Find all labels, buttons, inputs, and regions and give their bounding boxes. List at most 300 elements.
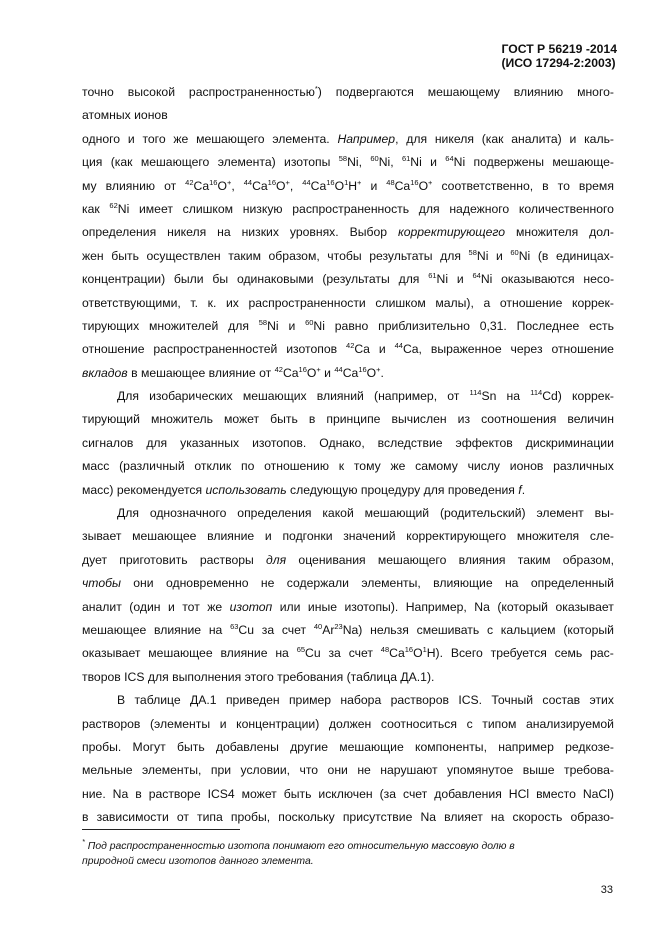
word: (за [379,786,397,801]
word: указанных [180,435,240,450]
text-line [82,245,614,268]
word: типом [482,716,517,731]
word: требуется [490,646,547,661]
word: иные [307,599,337,614]
word: дует [82,552,108,567]
word: соотноситься [380,716,457,731]
word: счет [281,622,307,637]
word: Например, [405,599,467,614]
word: сигналов [82,435,134,450]
word: ответствующими, [82,295,181,310]
word: $^{64}$Ni [445,154,466,170]
text-line [82,268,614,291]
word: одинаковыми [236,272,314,287]
word: величин [567,412,614,427]
word: на [490,810,505,825]
word: $^{64}$Ni [472,271,493,287]
word: ние. [82,786,106,801]
word: время [578,178,614,193]
word: высокой [127,85,176,99]
word: осуществлен [146,248,221,263]
footnote [82,839,614,869]
word: нарушают [380,763,438,778]
text-line [82,525,614,548]
text-line [82,338,614,361]
word: быть [283,786,312,801]
word: от [259,365,272,380]
word: множителя [516,529,580,544]
word: есть [589,318,614,333]
word: на [275,646,289,661]
text-line [82,806,614,829]
text-line [82,292,614,315]
word: и [370,178,378,193]
word: требова- [564,763,614,778]
text-line [82,596,614,619]
word: исключен [318,786,373,801]
word: каль- [584,131,614,146]
word: для [406,131,428,146]
word: пример [288,693,332,708]
word: в [542,178,549,193]
word: элемент [536,506,584,521]
word: $^{42}$Ca [346,341,370,357]
word: ICS4 [207,786,235,801]
word: дол- [589,225,614,240]
word: $^{61}$Ni [428,271,449,287]
word: от [447,389,460,404]
word: влиянию [513,85,564,99]
text-line [82,783,614,806]
word: точно [82,85,114,99]
word: зависимости [96,810,169,825]
word: соотношения [481,412,557,427]
word: Последнее [516,318,580,333]
word: корректирующего [406,529,507,544]
word: творов [82,669,121,684]
word: (как [110,155,133,170]
word: же [390,459,406,474]
word: по [240,459,255,474]
text-line [82,502,614,525]
word: Для [117,389,139,404]
text-line [82,689,614,712]
word: ICS. [458,693,483,708]
word: $^{60}$Ni, [370,154,394,170]
word: несо- [583,272,614,287]
word: состав [542,693,581,708]
word: смешивать [416,622,480,637]
word: мешающее [148,646,213,661]
footnote-divider [82,829,240,830]
word: концентрации) [82,272,166,287]
word: множитель [150,412,213,427]
word: что [299,763,319,778]
word: их [225,295,239,310]
word: 0,31. [479,318,507,333]
word: для [266,552,287,567]
word: влиянию [105,178,156,193]
word: элемента) [217,155,276,170]
word: $^{44}$Ca, [394,341,422,357]
word: для [398,272,420,287]
word: ДА.1 [190,693,217,708]
word: к [338,459,345,474]
word: определения [237,506,312,521]
text-line [82,572,614,595]
word: и [167,599,175,614]
word: и [569,131,577,146]
word: отношение [499,295,563,310]
word: добавления [434,786,502,801]
word: через [510,342,543,357]
word: самому [415,459,458,474]
word: концентрации) [236,716,320,731]
word: значений [343,529,396,544]
word: отношению [264,459,329,474]
word: ионов [509,459,544,474]
word: оказывает [82,646,141,661]
text-line [82,549,614,572]
word: для [228,318,249,333]
word: $^{44}$Ca$^{16}$O+. [334,364,384,380]
word: мешающее [82,622,147,637]
word: процедуру [360,482,421,497]
word: влияние [207,529,255,544]
word: слишком [182,201,234,216]
word: этого [244,669,274,684]
text-line [82,759,614,782]
word: определения [82,225,157,240]
word: элемента. [272,131,330,146]
word: быть [270,412,298,427]
word: $^{42}$Ca$^{16}$O+, [185,177,235,193]
word: ICS [124,669,145,684]
word: таким [517,552,551,567]
word: же [173,131,189,146]
word: много- [577,85,614,99]
word: (элементы [149,716,211,731]
word: на [217,225,231,240]
word: $^{63}$Cu [230,621,254,637]
word: какой [322,506,354,521]
word: (таблица [346,669,397,684]
word: мешающее [140,365,206,380]
word: мешающего [140,155,210,170]
text-line [82,104,614,127]
word: может [241,786,277,801]
word: с [486,622,494,637]
word: мешающего [377,552,447,567]
word: тирующий [82,412,140,427]
text-line [82,151,614,174]
word: изотопов. [252,435,307,450]
word: множителей [149,318,219,333]
word: быть [111,248,139,263]
word: (в [537,248,549,263]
word: жен [82,248,104,263]
word: выполнения [172,669,242,684]
word: $^{40}$Ar$^{23}$Na) [313,621,363,637]
word: были [173,272,204,287]
word: $^{60}$Ni [510,247,531,263]
word: f. [518,482,526,497]
word: коррек- [571,295,614,310]
text-line [82,455,614,478]
word: влияния [458,552,506,567]
word: Na [112,786,129,801]
word: определенный [530,576,614,591]
word: приготовить [119,552,188,567]
word: масс) [82,482,114,497]
footnote-line: природной смеси изотопов данного элемента. [82,856,314,867]
word: элементы, [361,576,421,591]
word: изотопы [284,155,331,170]
word: т. [190,295,199,310]
word: за [328,646,341,661]
word: содержали [286,576,349,591]
word: низких [241,225,279,240]
word: чтобы [82,576,121,591]
word: влияние [154,622,202,637]
word: $^{65}$Cu [296,645,321,661]
word: мешающего [196,131,265,146]
word: быть [177,739,205,754]
word: $^{58}$Ni [468,247,489,263]
footnote-line: * Под распространенностью изотопа понимают его относительную массовую долю в [82,837,515,852]
word: распространенность [292,201,410,216]
word: $^{60}$Ni [305,317,325,333]
text-line [82,432,614,455]
word: слишком [375,295,426,310]
word: образом, [562,552,614,567]
text-line [82,315,614,338]
word: набора [340,693,382,708]
word: $^{42}$Ca$^{16}$O+ [274,364,321,380]
word: оказываются [501,272,575,287]
word: HCl [508,786,530,801]
word: в [308,412,316,427]
word: Na [474,599,490,614]
word: присутствие [342,810,413,825]
word: и [127,131,135,146]
word: счет [348,646,373,661]
word: никеля [434,131,474,146]
word: приблизительно [378,318,470,333]
word: влияние [208,365,256,380]
word: $^{44}Ca^{16}O^1H^+$ [302,177,362,193]
word: выраженное [430,342,502,357]
text-line [82,198,614,221]
word: отношение [82,342,145,357]
word: влияет [444,810,483,825]
word: ДА.1). [400,669,435,684]
word: следующую [290,482,358,497]
word: таким [228,248,261,263]
word: отношение [551,342,614,357]
word: тирующих [82,318,140,333]
body-text [82,81,614,830]
word: для [423,482,445,497]
word: $^{62}$Ni [109,200,130,216]
text-line [82,175,614,198]
word: $^{48}$Ca$^{16}$O+ [386,177,433,193]
word: пробы. [82,739,122,754]
word: подгонки [282,529,333,544]
word: скорость [512,810,563,825]
word: распространенностей [153,342,278,357]
word: Выбор [349,225,388,240]
word: (один [129,599,161,614]
word: от [164,178,177,193]
word: может [223,412,260,427]
word: атомных [82,108,131,123]
word: счет [402,786,428,801]
word: изотоп [229,599,273,614]
word: $^{61}$Ni [401,154,422,170]
word: растворов [390,693,449,708]
word: распространенности [248,295,366,310]
word: или [279,599,301,614]
word: оказывает [555,599,614,614]
word: эффектов [455,435,513,450]
word: масс [82,459,110,474]
word: оценивания [298,552,366,567]
word: и [430,155,437,170]
word: растворе [148,786,201,801]
word: коррек- [571,389,614,404]
word: вместо [536,786,576,801]
word: (который [497,599,548,614]
word: а [483,295,491,310]
word: нельзя [370,622,409,637]
word: для [440,248,461,263]
word: проведения [447,482,515,497]
word: (различный [119,459,185,474]
word: например [498,739,554,754]
word: вкладов [82,365,128,380]
word: на [208,622,223,637]
word: Всего [450,646,483,661]
word: (родительский) [439,506,526,521]
word: изобарических [149,389,233,404]
word: мешающих [242,389,307,404]
word: растворов [82,716,141,731]
word: при [210,763,232,778]
word: того [142,131,166,146]
word: элементы, [141,763,202,778]
word: упомянутое [447,763,514,778]
word: то [557,178,570,193]
text-line [82,128,614,151]
word: NaCl) [582,786,614,801]
word: никеля [167,225,207,240]
word: для [418,201,440,216]
word: $^{58}$Ni [258,317,279,333]
word: и [324,365,331,380]
word: в [82,810,89,825]
word: дискриминации [525,435,614,450]
word: мельные [82,763,133,778]
word: как [82,201,100,216]
word: и [264,529,272,544]
word: использовать [205,482,287,497]
word: и [219,716,227,731]
word: редкозе- [565,739,614,754]
word: таблице [134,693,181,708]
word: аналит [82,599,122,614]
word: для [146,435,168,450]
word: сле- [589,529,614,544]
word: образом, [268,248,320,263]
word: мешающие [339,739,404,754]
word: имеет [138,201,173,216]
word: в [135,786,142,801]
word: на [504,576,519,591]
word: влияние [220,646,268,661]
word: малы), [435,295,474,310]
word: рас- [590,646,614,661]
text-line [82,619,614,642]
text-line [82,479,614,502]
word: В [117,693,126,708]
word: пробы, [230,810,271,825]
word: бы [212,272,229,287]
word: Например, [337,131,399,146]
word: низкую [242,201,283,216]
text-line [82,666,614,689]
word: приведен [225,693,280,708]
iso-reference: (ИСО 17294-2:2003) [501,56,616,70]
word: тот [182,599,200,614]
word: на [506,389,521,404]
word: и [288,318,296,333]
word: от [176,810,189,825]
word: му [82,178,97,193]
word: вы- [594,506,614,521]
word: Точный [491,693,534,708]
word: они [327,763,348,778]
word: мешающий [364,506,430,521]
word: множителя [516,225,579,240]
word: этих [589,693,614,708]
word: надежного [449,201,510,216]
word: отклик [194,459,232,474]
word: различных [553,459,614,474]
text-line [82,642,614,665]
word: единицах- [555,248,614,263]
page-number: 33 [600,884,613,896]
word: $^{44}$Ca$^{16}$O+, [243,177,294,193]
word: подвергаются [335,85,414,99]
word: числу [467,459,501,474]
word: анализируемой [526,716,614,731]
word: корректирующего [397,225,506,240]
word: равно [334,318,369,333]
word: количественного [518,201,614,216]
text-line [82,408,614,431]
word: (например, [374,389,438,404]
word: образо- [570,810,614,825]
word: принципе [326,412,381,427]
word: одного [82,131,121,146]
standard-number: ГОСТ Р 56219 -2014 [501,42,617,56]
word: изотопы). [344,599,399,614]
word: $^{114}$Sn [469,388,497,404]
word: соответственно, [441,178,534,193]
word: Na [420,810,437,825]
word: влияний [316,389,364,404]
